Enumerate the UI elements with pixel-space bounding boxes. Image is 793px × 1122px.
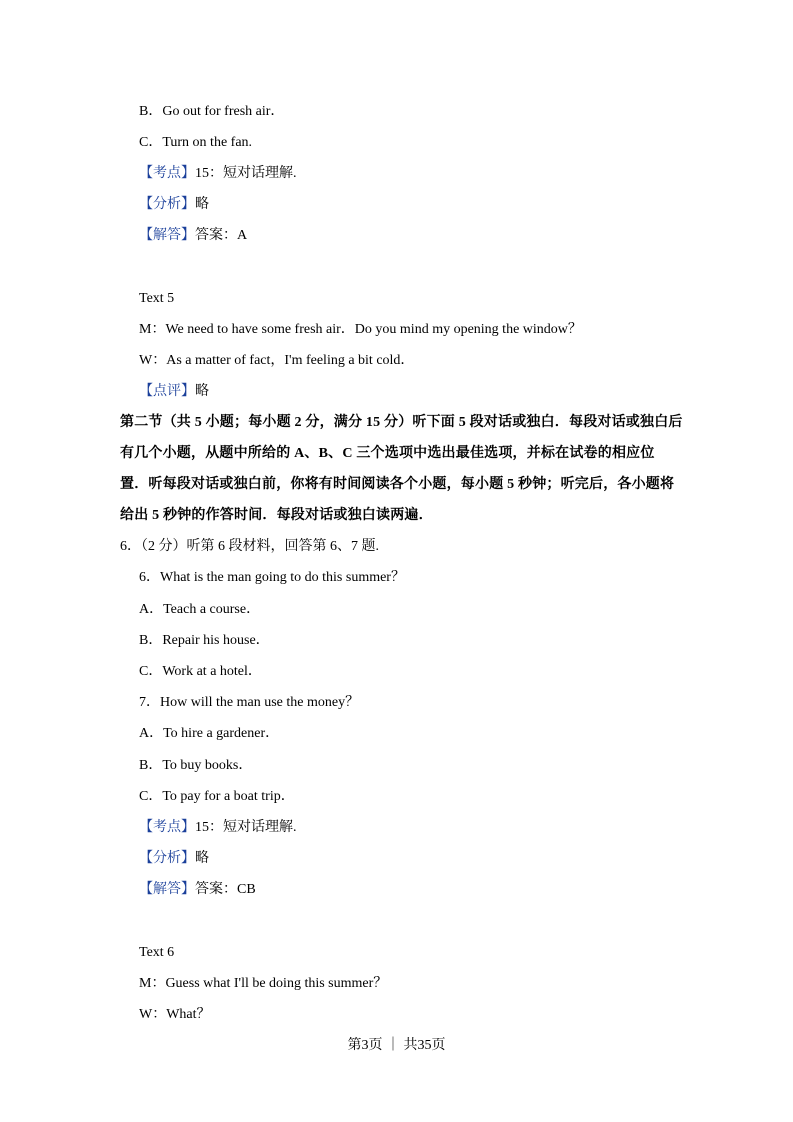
jieda-text: 答案：CB <box>195 882 256 897</box>
q6-option-a: A．Teach a course． <box>139 602 261 617</box>
page-footer: 第3页 ｜ 共35页 <box>347 1038 446 1053</box>
section2-line2: 有几个小题，从题中所给的 A、B、C 三个选项中选出最佳选项，并标在试卷的相应位 <box>120 446 655 461</box>
section2-line3: 置．听每段对话或独白前，你将有时间阅读各个小题，每小题 5 秒钟；听完后，各小题将 <box>120 477 675 492</box>
dianping-text: 略 <box>195 384 209 399</box>
option-b: B．Go out for fresh air． <box>139 104 285 119</box>
dianping-line <box>139 383 209 401</box>
kaodian-text: 15：短对话理解. <box>195 820 297 835</box>
fenxi-text: 略 <box>195 851 209 866</box>
kaodian-line <box>139 165 297 183</box>
kaodian-tag: 【考点】 <box>139 166 195 181</box>
fenxi-tag: 【分析】 <box>139 851 195 866</box>
q7-option-c: C．To pay for a boat trip． <box>139 789 295 804</box>
q7-option-b: B．To buy books． <box>139 758 253 773</box>
text6-line-w: W：What？ <box>139 1007 211 1022</box>
text5-line-w: W：As a matter of fact，I'm feeling a bit cold． <box>139 353 415 368</box>
text5-heading: Text 5 <box>139 291 175 306</box>
question6-stem: 6．（2 分）听第 6 段材料，回答第 6、7 题. <box>120 539 379 554</box>
jieda-tag: 【解答】 <box>139 228 195 243</box>
section2-line4: 给出 5 秒钟的作答时间．每段对话或独白读两遍． <box>120 508 433 523</box>
q6-text: 6．What is the man going to do this summer？ <box>139 570 405 585</box>
q6-option-c: C．Work at a hotel． <box>139 664 262 679</box>
jieda-tag: 【解答】 <box>139 882 195 897</box>
fenxi-text: 略 <box>195 197 209 212</box>
option-c: C．Turn on the fan. <box>139 135 253 150</box>
text6-line-m: M：Guess what I'll be doing this summer？ <box>139 976 388 991</box>
section2-line1: 第二节（共 5 小题；每小题 2 分，满分 15 分）听下面 5 段对话或独白．每段对话或独白后 <box>120 415 683 430</box>
fenxi-line <box>139 196 209 214</box>
fenxi-tag: 【分析】 <box>139 197 195 212</box>
q6-kaodian-line <box>139 819 297 837</box>
q6-fenxi-line <box>139 850 209 868</box>
text6-heading: Text 6 <box>139 945 175 960</box>
kaodian-text: 15：短对话理解. <box>195 166 297 181</box>
kaodian-tag: 【考点】 <box>139 820 195 835</box>
dianping-tag: 【点评】 <box>139 384 195 399</box>
text5-line-m: M：We need to have some fresh air．Do you mind my opening the window？ <box>139 322 582 337</box>
jieda-line <box>139 227 247 245</box>
q6-option-b: B．Repair his house． <box>139 633 270 648</box>
jieda-text: 答案：A <box>195 228 248 243</box>
q7-option-a: A．To hire a gardener． <box>139 726 280 741</box>
q7-text: 7．How will the man use the money？ <box>139 695 360 710</box>
q6-jieda-line <box>139 881 256 899</box>
